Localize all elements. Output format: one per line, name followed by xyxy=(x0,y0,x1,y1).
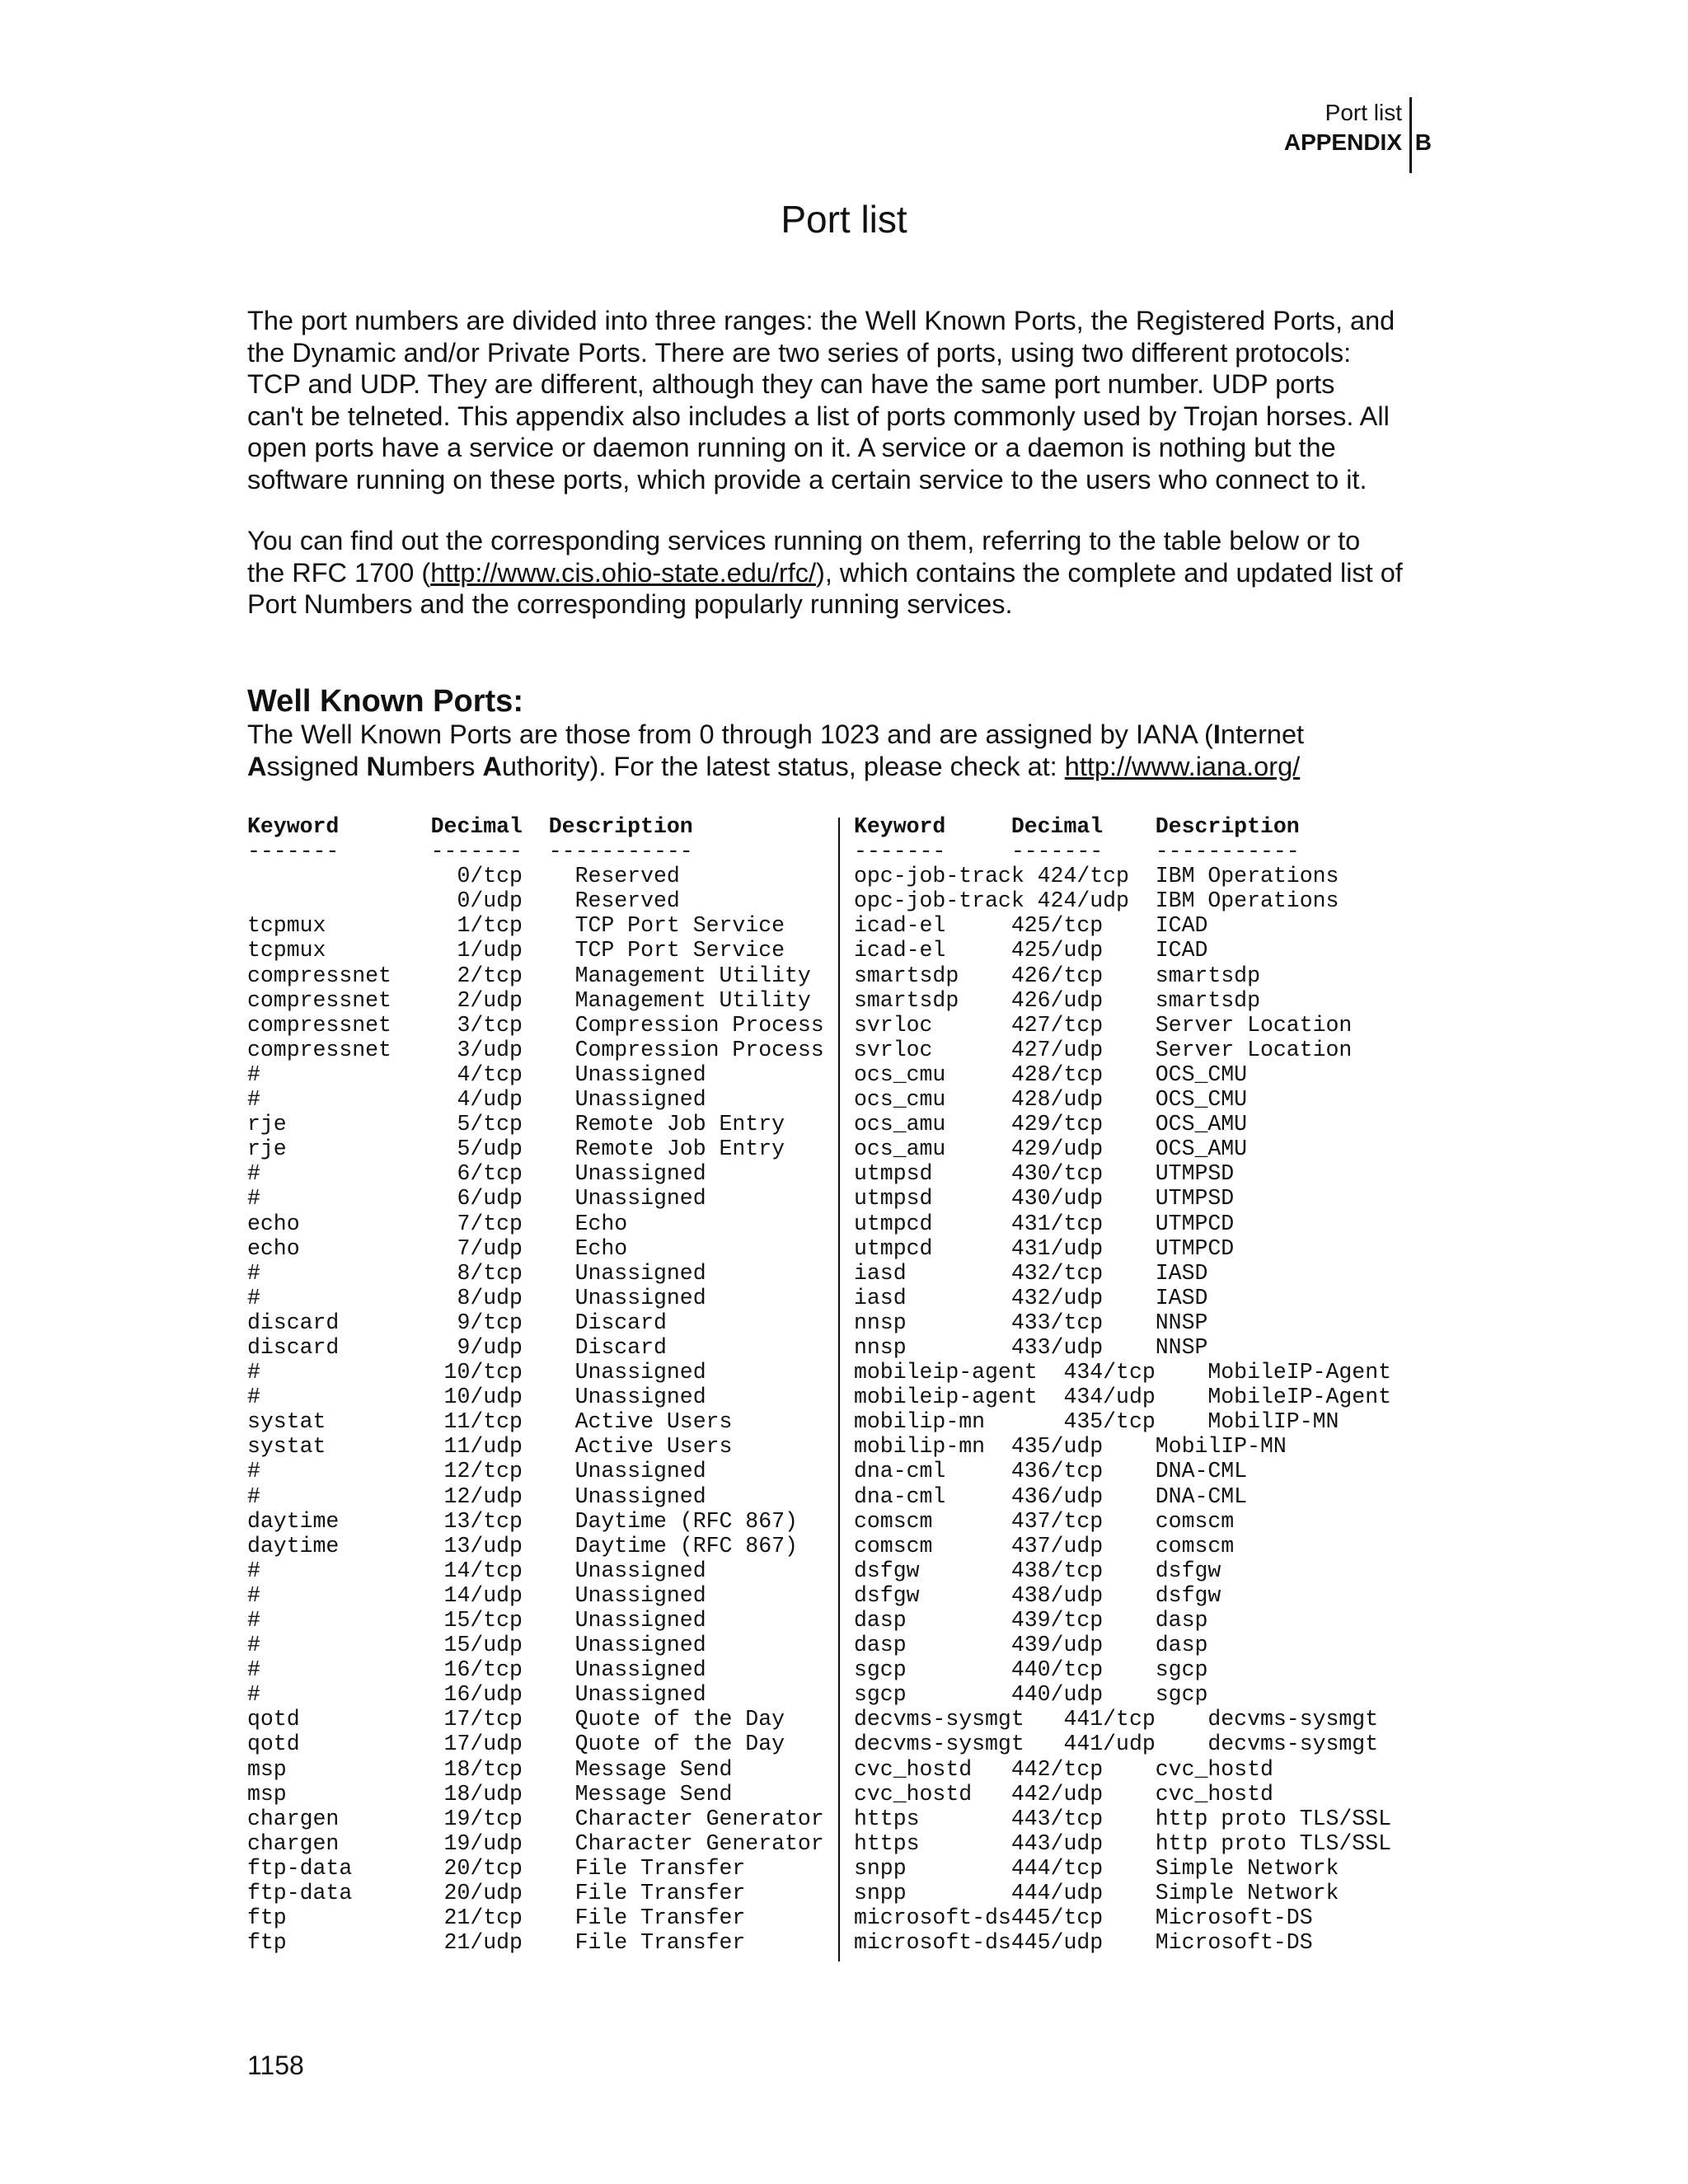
table-row: chargen 19/udp Character Generator xyxy=(247,1830,824,1856)
table-row: sgcp 440/tcp sgcp xyxy=(854,1657,1208,1683)
intro-line: You can find out the corresponding services running on them, referring to the table below or to xyxy=(247,526,1361,555)
intro-line: TCP and UDP. They are different, although they can have the same port number. UDP ports xyxy=(247,369,1335,399)
table-row: # 8/tcp Unassigned xyxy=(247,1260,706,1286)
table-row: discard 9/tcp Discard xyxy=(247,1310,667,1335)
table-row: msp 18/tcp Message Send xyxy=(247,1756,733,1782)
table-row: icad-el 425/udp ICAD xyxy=(854,938,1208,963)
table-row: compressnet 3/tcp Compression Process xyxy=(247,1012,824,1038)
table-row: dna-cml 436/udp DNA-CML xyxy=(854,1483,1248,1509)
intro-line: the Dynamic and/or Private Ports. There are two series of ports, using two different protocols: xyxy=(247,337,1352,368)
iana-link[interactable]: http://www.iana.org/ xyxy=(1064,751,1301,781)
table-row: dasp 439/tcp dasp xyxy=(854,1608,1208,1633)
table-row: https 443/tcp http proto TLS/SSL xyxy=(854,1806,1392,1831)
intro-line: can't be telneted. This appendix also includes a list of ports commonly used by Trojan horses. All xyxy=(247,401,1390,431)
table-row: # 6/tcp Unassigned xyxy=(247,1161,706,1187)
table-row: # 4/tcp Unassigned xyxy=(247,1062,706,1087)
table-row: qotd 17/tcp Quote of the Day xyxy=(247,1707,785,1732)
table-row: decvms-sysmgt 441/tcp decvms-sysmgt xyxy=(854,1707,1379,1732)
page-title: Port list xyxy=(781,198,907,241)
intro-text: ), which contains the complete and updated list of xyxy=(816,557,1403,588)
table-row: ocs_cmu 428/tcp OCS_CMU xyxy=(854,1062,1248,1087)
table-row: # 14/udp Unassigned xyxy=(247,1582,706,1608)
table-row: microsoft-ds445/udp Microsoft-DS xyxy=(854,1930,1313,1956)
running-header-label: Port list xyxy=(1325,100,1402,125)
table-row: ocs_amu 429/udp OCS_AMU xyxy=(854,1137,1248,1162)
table-row: msp 18/udp Message Send xyxy=(247,1781,733,1807)
table-row: systat 11/tcp Active Users xyxy=(247,1409,733,1435)
table-row: mobileip-agent 434/tcp MobileIP-Agent xyxy=(854,1360,1392,1385)
table-row: # 4/udp Unassigned xyxy=(247,1087,706,1113)
section-heading: Well Known Ports: xyxy=(247,684,523,719)
table-row: snpp 444/tcp Simple Network xyxy=(854,1855,1339,1881)
table-row: 0/tcp Reserved xyxy=(247,864,680,889)
table-row: compressnet 2/tcp Management Utility xyxy=(247,963,811,988)
table-row: rje 5/udp Remote Job Entry xyxy=(247,1137,785,1162)
table-row: 0/udp Reserved xyxy=(247,888,680,914)
table-row: daytime 13/tcp Daytime (RFC 867) xyxy=(247,1508,798,1534)
table-row: dna-cml 436/tcp DNA-CML xyxy=(854,1459,1248,1484)
intro-line-with-link xyxy=(247,557,1459,589)
table-row: # 15/tcp Unassigned xyxy=(247,1608,706,1633)
table-row: nnsp 433/udp NNSP xyxy=(854,1334,1208,1360)
table-row: ocs_cmu 428/udp OCS_CMU xyxy=(854,1087,1248,1113)
column-divider xyxy=(838,818,840,1961)
table-row: rje 5/tcp Remote Job Entry xyxy=(247,1112,785,1137)
table-header-row: Keyword Decimal Description xyxy=(247,814,693,839)
appendix-letter: B xyxy=(1414,129,1432,155)
table-row: utmpsd 430/udp UTMPSD xyxy=(854,1186,1235,1212)
table-row: utmpsd 430/tcp UTMPSD xyxy=(854,1161,1235,1187)
table-row: # 12/tcp Unassigned xyxy=(247,1459,706,1484)
intro-line: The port numbers are divided into three ranges: the Well Known Ports, the Registered Ports, and xyxy=(247,306,1395,335)
table-row: ocs_amu 429/tcp OCS_AMU xyxy=(854,1112,1248,1137)
table-row: sgcp 440/udp sgcp xyxy=(854,1682,1208,1708)
table-row: dsfgw 438/udp dsfgw xyxy=(854,1582,1221,1608)
table-row: # 10/udp Unassigned xyxy=(247,1385,706,1410)
table-row: systat 11/udp Active Users xyxy=(247,1434,733,1460)
table-row: svrloc 427/udp Server Location xyxy=(854,1037,1353,1062)
table-row: mobilip-mn 435/udp MobilIP-MN xyxy=(854,1434,1287,1460)
running-header-section: APPENDIX xyxy=(1283,129,1402,155)
table-row: # 12/udp Unassigned xyxy=(247,1483,706,1509)
table-row: discard 9/udp Discard xyxy=(247,1334,667,1360)
table-row: microsoft-ds445/tcp Microsoft-DS xyxy=(854,1905,1313,1931)
table-row: utmpcd 431/tcp UTMPCD xyxy=(854,1211,1235,1236)
table-row: # 16/tcp Unassigned xyxy=(247,1657,706,1683)
page-number: 1158 xyxy=(247,2050,304,2080)
port-table xyxy=(247,814,1451,1961)
table-row: ftp 21/udp File Transfer xyxy=(247,1930,746,1956)
table-row: # 14/tcp Unassigned xyxy=(247,1558,706,1583)
port-table-right-column xyxy=(854,814,1391,1955)
table-row: comscm 437/udp comscm xyxy=(854,1533,1235,1558)
table-row: iasd 432/udp IASD xyxy=(854,1285,1208,1310)
table-row: ftp-data 20/udp File Transfer xyxy=(247,1881,746,1906)
table-row: # 10/tcp Unassigned xyxy=(247,1360,706,1385)
section-intro-line-2: Assigned Numbers Authority). For the latest status, please check at: http://www.iana.org/ xyxy=(247,751,1301,781)
table-row: compressnet 3/udp Compression Process xyxy=(247,1037,824,1062)
table-row: iasd 432/tcp IASD xyxy=(854,1260,1208,1286)
rfc-link[interactable]: http://www.cis.ohio-state.edu/rfc/ xyxy=(430,557,817,588)
running-header xyxy=(1217,97,1432,173)
table-row: tcpmux 1/udp TCP Port Service xyxy=(247,938,785,963)
header-divider xyxy=(1409,97,1412,173)
table-header-underline: ------- ------- ----------- xyxy=(247,839,693,865)
table-header-row: Keyword Decimal Description xyxy=(854,814,1300,839)
table-row: # 8/udp Unassigned xyxy=(247,1285,706,1310)
table-row: echo 7/tcp Echo xyxy=(247,1211,628,1236)
port-table-left-column xyxy=(247,814,824,1955)
table-row: cvc_hostd 442/tcp cvc_hostd xyxy=(854,1756,1273,1782)
table-row: opc-job-track 424/udp IBM Operations xyxy=(854,888,1339,914)
table-row: ftp-data 20/tcp File Transfer xyxy=(247,1855,746,1881)
table-header-underline: ------- ------- ----------- xyxy=(854,839,1300,865)
intro-paragraph-1 xyxy=(247,305,1459,495)
section-intro-line-1: The Well Known Ports are those from 0 through 1023 and are assigned by IANA (Internet xyxy=(247,719,1305,749)
table-row: decvms-sysmgt 441/udp decvms-sysmgt xyxy=(854,1732,1379,1757)
table-row: compressnet 2/udp Management Utility xyxy=(247,987,811,1013)
table-row: # 16/udp Unassigned xyxy=(247,1682,706,1708)
table-row: cvc_hostd 442/udp cvc_hostd xyxy=(854,1781,1273,1807)
table-row: snpp 444/udp Simple Network xyxy=(854,1881,1339,1906)
table-row: https 443/udp http proto TLS/SSL xyxy=(854,1830,1392,1856)
table-row: svrloc 427/tcp Server Location xyxy=(854,1012,1353,1038)
table-row: daytime 13/udp Daytime (RFC 867) xyxy=(247,1533,798,1558)
intro-paragraph-2 xyxy=(247,525,1459,621)
table-row: mobilip-mn 435/tcp MobilIP-MN xyxy=(854,1409,1339,1435)
table-row: utmpcd 431/udp UTMPCD xyxy=(854,1235,1235,1261)
table-row: ftp 21/tcp File Transfer xyxy=(247,1905,746,1931)
intro-line: Port Numbers and the corresponding popularly running services. xyxy=(247,589,1013,619)
table-row: chargen 19/tcp Character Generator xyxy=(247,1806,824,1831)
table-row: dasp 439/udp dasp xyxy=(854,1633,1208,1658)
table-row: opc-job-track 424/tcp IBM Operations xyxy=(854,864,1339,889)
table-row: smartsdp 426/tcp smartsdp xyxy=(854,963,1260,988)
table-row: dsfgw 438/tcp dsfgw xyxy=(854,1558,1221,1583)
table-row: # 6/udp Unassigned xyxy=(247,1186,706,1212)
intro-line: open ports have a service or daemon running on it. A service or a daemon is nothing but the xyxy=(247,433,1336,462)
table-row: comscm 437/tcp comscm xyxy=(854,1508,1235,1534)
table-row: qotd 17/udp Quote of the Day xyxy=(247,1732,785,1757)
table-row: smartsdp 426/udp smartsdp xyxy=(854,987,1260,1013)
intro-text: the RFC 1700 ( xyxy=(247,557,431,588)
table-row: nnsp 433/tcp NNSP xyxy=(854,1310,1208,1335)
intro-line: software running on these ports, which provide a certain service to the users who connect to it. xyxy=(247,464,1367,494)
section-intro xyxy=(247,719,1459,782)
table-row: mobileip-agent 434/udp MobileIP-Agent xyxy=(854,1385,1392,1410)
table-row: tcpmux 1/tcp TCP Port Service xyxy=(247,913,785,939)
table-row: echo 7/udp Echo xyxy=(247,1235,628,1261)
table-row: icad-el 425/tcp ICAD xyxy=(854,913,1208,939)
table-row: # 15/udp Unassigned xyxy=(247,1633,706,1658)
